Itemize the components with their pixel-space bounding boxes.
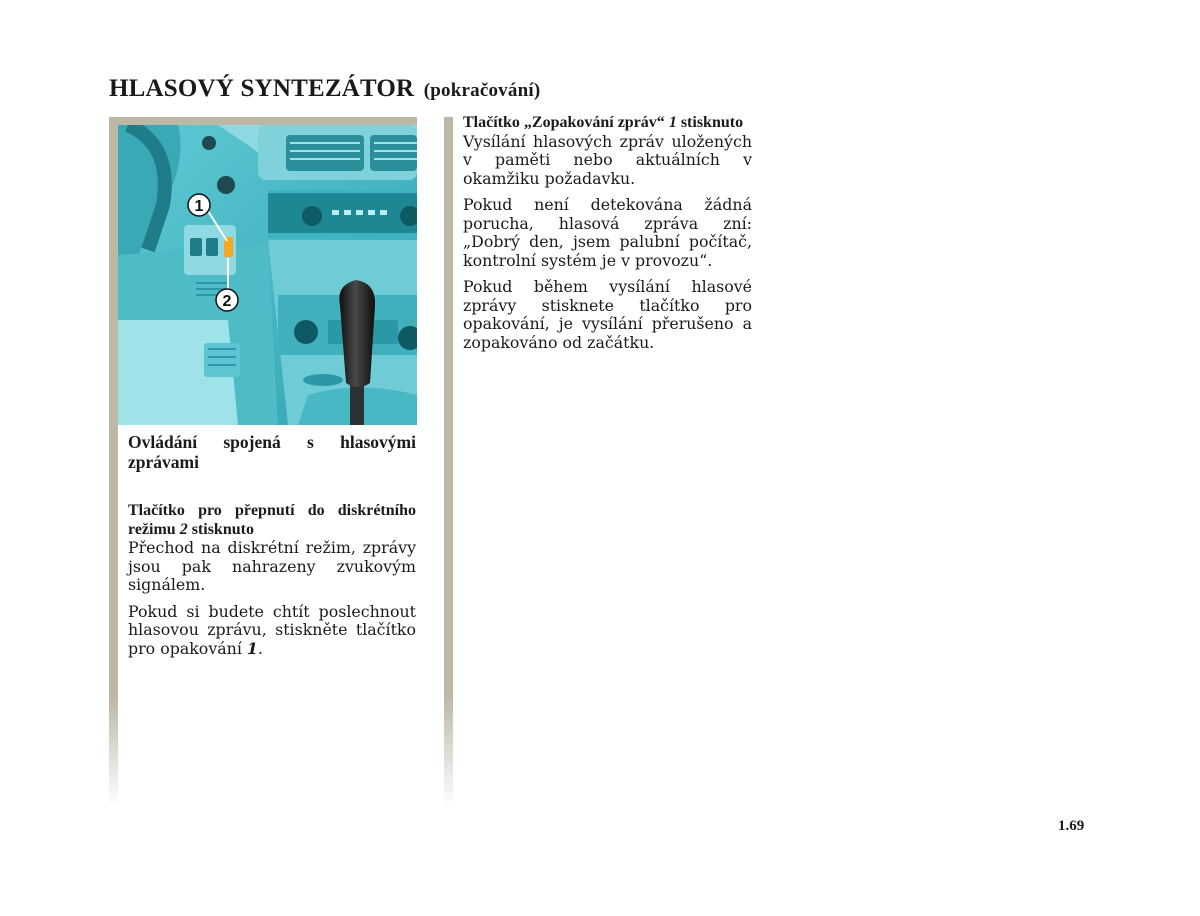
subsection-heading-repeat: Tlačítko „Zopakování zpráv“ 1 stisknuto (463, 114, 744, 131)
left-column-bar (109, 117, 118, 807)
title-main: HLASOVÝ SYNTEZÁTOR (109, 75, 415, 102)
right-column-text (463, 114, 752, 352)
repeat-paragraph-1: Vysílání hlasových zpráv uložených v paměti nebo aktuálních v okamžiku požadavku. (463, 131, 752, 188)
dashboard-photo (118, 125, 417, 425)
callout-1-label: 1 (194, 198, 204, 215)
repeat-paragraph-2: Pokud není detekována žádná porucha, hlasová zpráva zní: „Dobrý den, jsem palubní počítač, kontrolní systém je v provozu“. (463, 195, 752, 270)
column-divider-bar (444, 117, 453, 807)
figure-top-bar (109, 117, 417, 125)
discreet-paragraph-2: Pokud si budete chtít poslechnout hlasovou zprávu, stiskněte tlačítko pro opakování 1. (128, 601, 416, 658)
discreet-paragraph-1: Přechod na diskrétní režim, zprávy jsou pak nahrazeny zvukovým signálem. (128, 538, 416, 594)
section-heading: Ovládání spojená s hlasovými zprávami (128, 432, 416, 472)
repeat-paragraph-3: Pokud během vysílání hlasové zprávy stisknete tlačítko pro opakování, je vysílání přerušeno a zopakováno od začátku. (463, 277, 752, 352)
subsection-heading-discreet: Tlačítko pro přepnutí do diskrétního režimu 2 stisknuto (128, 502, 416, 538)
callout-2-label: 2 (222, 293, 232, 310)
title-subtitle: (pokračování) (423, 80, 541, 101)
page-title (109, 75, 540, 103)
left-column-text (128, 432, 416, 658)
page-number: 1.69 (1058, 818, 1085, 834)
